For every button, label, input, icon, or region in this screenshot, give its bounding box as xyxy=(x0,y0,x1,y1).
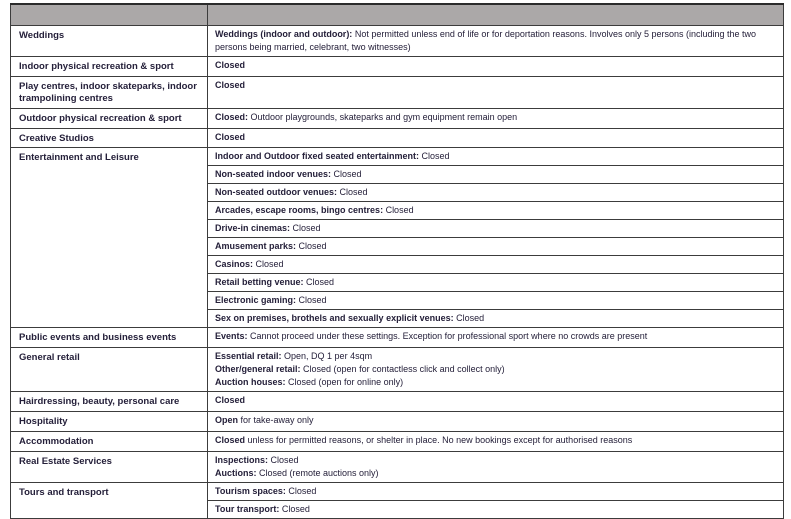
details-cell xyxy=(208,273,784,291)
details-cell xyxy=(208,56,784,76)
details-cell xyxy=(208,500,784,518)
details-cell xyxy=(208,391,784,411)
category-label: Indoor physical recreation & sport xyxy=(19,60,174,72)
details-text: Closed xyxy=(279,503,310,514)
category-cell xyxy=(11,147,208,327)
table-row xyxy=(11,76,784,108)
details-line xyxy=(215,350,775,363)
details-term: Closed: xyxy=(215,111,249,122)
details-line xyxy=(215,28,775,54)
details-text: Closed xyxy=(383,204,414,215)
category-label: Real Estate Services xyxy=(19,455,112,467)
details-line xyxy=(215,240,775,253)
details-text: Outdoor playgrounds, skateparks and gym equipment remain open xyxy=(248,111,518,122)
details-term: Non-seated indoor venues: xyxy=(215,168,332,179)
details-term: Casinos: xyxy=(215,258,254,269)
details-text: Closed xyxy=(296,294,327,305)
category-cell xyxy=(11,482,208,518)
details-term: Other/general retail: xyxy=(215,363,301,374)
table-row xyxy=(11,327,784,347)
details-line xyxy=(215,434,775,447)
details-cell xyxy=(208,255,784,273)
details-line xyxy=(215,414,775,427)
category-cell xyxy=(11,76,208,108)
category-cell xyxy=(11,56,208,76)
details-cell xyxy=(208,291,784,309)
details-text: Closed (open for contactless click and collect only) xyxy=(300,363,505,374)
details-term: Arcades, escape rooms, bingo centres: xyxy=(215,204,384,215)
category-label: Outdoor physical recreation & sport xyxy=(19,112,182,124)
details-line xyxy=(215,222,775,235)
details-line xyxy=(215,454,775,467)
category-label: Play centres, indoor skateparks, indoor trampolining centres xyxy=(19,80,197,104)
details-text: Closed (open for online only) xyxy=(285,376,404,387)
details-text: Open, DQ 1 per 4sqm xyxy=(281,350,373,361)
details-text: Cannot proceed under these settings. Exception for professional sport where no crowds are present xyxy=(247,330,648,341)
table-row xyxy=(11,431,784,451)
table-header-left xyxy=(11,4,208,25)
table-row xyxy=(11,128,784,147)
details-term: Closed xyxy=(215,131,246,142)
details-line xyxy=(215,376,775,389)
details-line xyxy=(215,204,775,217)
details-term: Closed xyxy=(215,79,246,90)
details-line xyxy=(215,394,775,407)
details-term: Electronic gaming: xyxy=(215,294,297,305)
details-term: Non-seated outdoor venues: xyxy=(215,186,338,197)
details-term: Tourism spaces: xyxy=(215,485,286,496)
details-cell xyxy=(208,482,784,500)
details-line xyxy=(215,131,775,142)
details-cell xyxy=(208,431,784,451)
details-term: Inspections: xyxy=(215,454,269,465)
details-term: Drive-in cinemas: xyxy=(215,222,291,233)
category-label: Entertainment and Leisure xyxy=(19,151,139,163)
category-label: Hairdressing, beauty, personal care xyxy=(19,395,180,407)
details-text: Closed xyxy=(268,454,299,465)
details-term: Events: xyxy=(215,330,248,341)
table-row xyxy=(11,411,784,431)
details-cell xyxy=(208,108,784,128)
details-term: Open xyxy=(215,414,239,425)
table-body xyxy=(11,25,784,518)
category-label: Weddings xyxy=(19,29,65,41)
details-line xyxy=(215,467,775,480)
details-term: Tour transport: xyxy=(215,503,280,514)
category-label: Public events and business events xyxy=(19,331,177,343)
table-row xyxy=(11,56,784,76)
details-term: Closed xyxy=(215,394,246,405)
details-text: for take-away only xyxy=(238,414,314,425)
category-label: Hospitality xyxy=(19,415,68,427)
table-row xyxy=(11,451,784,482)
details-line xyxy=(215,111,775,124)
details-line xyxy=(215,312,775,325)
category-label: Creative Studios xyxy=(19,132,94,144)
details-term: Auction houses: xyxy=(215,376,286,387)
details-text: Closed xyxy=(337,186,368,197)
details-text: Closed xyxy=(253,258,284,269)
details-term: Retail betting venue: xyxy=(215,276,304,287)
table-header-right xyxy=(208,4,784,25)
details-text: Not permitted unless end of life or for deportation reasons. Involves only 5 persons (including the two persons being married, celebrant, two witnesses) xyxy=(215,28,757,52)
details-text: Closed xyxy=(303,276,335,287)
details-line xyxy=(215,59,775,72)
details-cell xyxy=(208,219,784,237)
details-text: Closed (remote auctions only) xyxy=(256,467,379,478)
category-cell xyxy=(11,411,208,431)
category-cell xyxy=(11,391,208,411)
details-cell xyxy=(208,165,784,183)
table-row xyxy=(11,25,784,56)
table-row xyxy=(11,108,784,128)
table-row xyxy=(11,482,784,500)
details-term: Closed xyxy=(215,59,246,70)
category-cell xyxy=(11,451,208,482)
details-text: Closed xyxy=(419,150,450,161)
details-line xyxy=(215,363,775,376)
table-row xyxy=(11,147,784,165)
details-line xyxy=(215,79,775,92)
details-cell xyxy=(208,76,784,108)
details-term: Essential retail: xyxy=(215,350,282,361)
category-label: General retail xyxy=(19,351,80,363)
details-line xyxy=(215,150,775,163)
details-cell xyxy=(208,128,784,147)
restrictions-table xyxy=(10,3,784,519)
details-term: Auctions: xyxy=(215,467,257,478)
details-term: Sex on premises, brothels and sexually explicit venues: xyxy=(215,312,454,323)
details-line xyxy=(215,276,775,289)
details-line xyxy=(215,503,775,516)
table-row xyxy=(11,347,784,391)
details-cell xyxy=(208,201,784,219)
details-cell xyxy=(208,183,784,201)
details-text: unless for permitted reasons, or shelter in place. No new bookings except for authorised reasons xyxy=(245,434,633,445)
category-cell xyxy=(11,108,208,128)
details-term: Weddings (indoor and outdoor): xyxy=(215,28,353,39)
category-label: Tours and transport xyxy=(19,486,109,498)
details-text: Closed xyxy=(290,222,321,233)
details-cell xyxy=(208,237,784,255)
details-cell xyxy=(208,147,784,165)
details-text: Closed xyxy=(453,312,485,323)
details-cell xyxy=(208,451,784,482)
category-cell xyxy=(11,347,208,391)
details-text: Closed xyxy=(331,168,362,179)
details-text: Closed xyxy=(296,240,327,251)
details-line xyxy=(215,485,775,498)
details-term: Indoor and Outdoor fixed seated entertainment: xyxy=(215,150,420,161)
details-text: Closed xyxy=(285,485,317,496)
details-cell xyxy=(208,309,784,327)
category-cell xyxy=(11,25,208,56)
category-label: Accommodation xyxy=(19,435,94,447)
details-line xyxy=(215,294,775,307)
details-term: Closed xyxy=(215,434,246,445)
category-cell xyxy=(11,128,208,147)
details-cell xyxy=(208,25,784,56)
details-cell xyxy=(208,347,784,391)
details-line xyxy=(215,258,775,271)
details-line xyxy=(215,168,775,181)
details-cell xyxy=(208,411,784,431)
details-cell xyxy=(208,327,784,347)
details-term: Amusement parks: xyxy=(215,240,297,251)
category-cell xyxy=(11,431,208,451)
table-header-row xyxy=(11,4,784,25)
category-cell xyxy=(11,327,208,347)
details-line xyxy=(215,186,775,199)
details-line xyxy=(215,330,775,343)
table-row xyxy=(11,391,784,411)
